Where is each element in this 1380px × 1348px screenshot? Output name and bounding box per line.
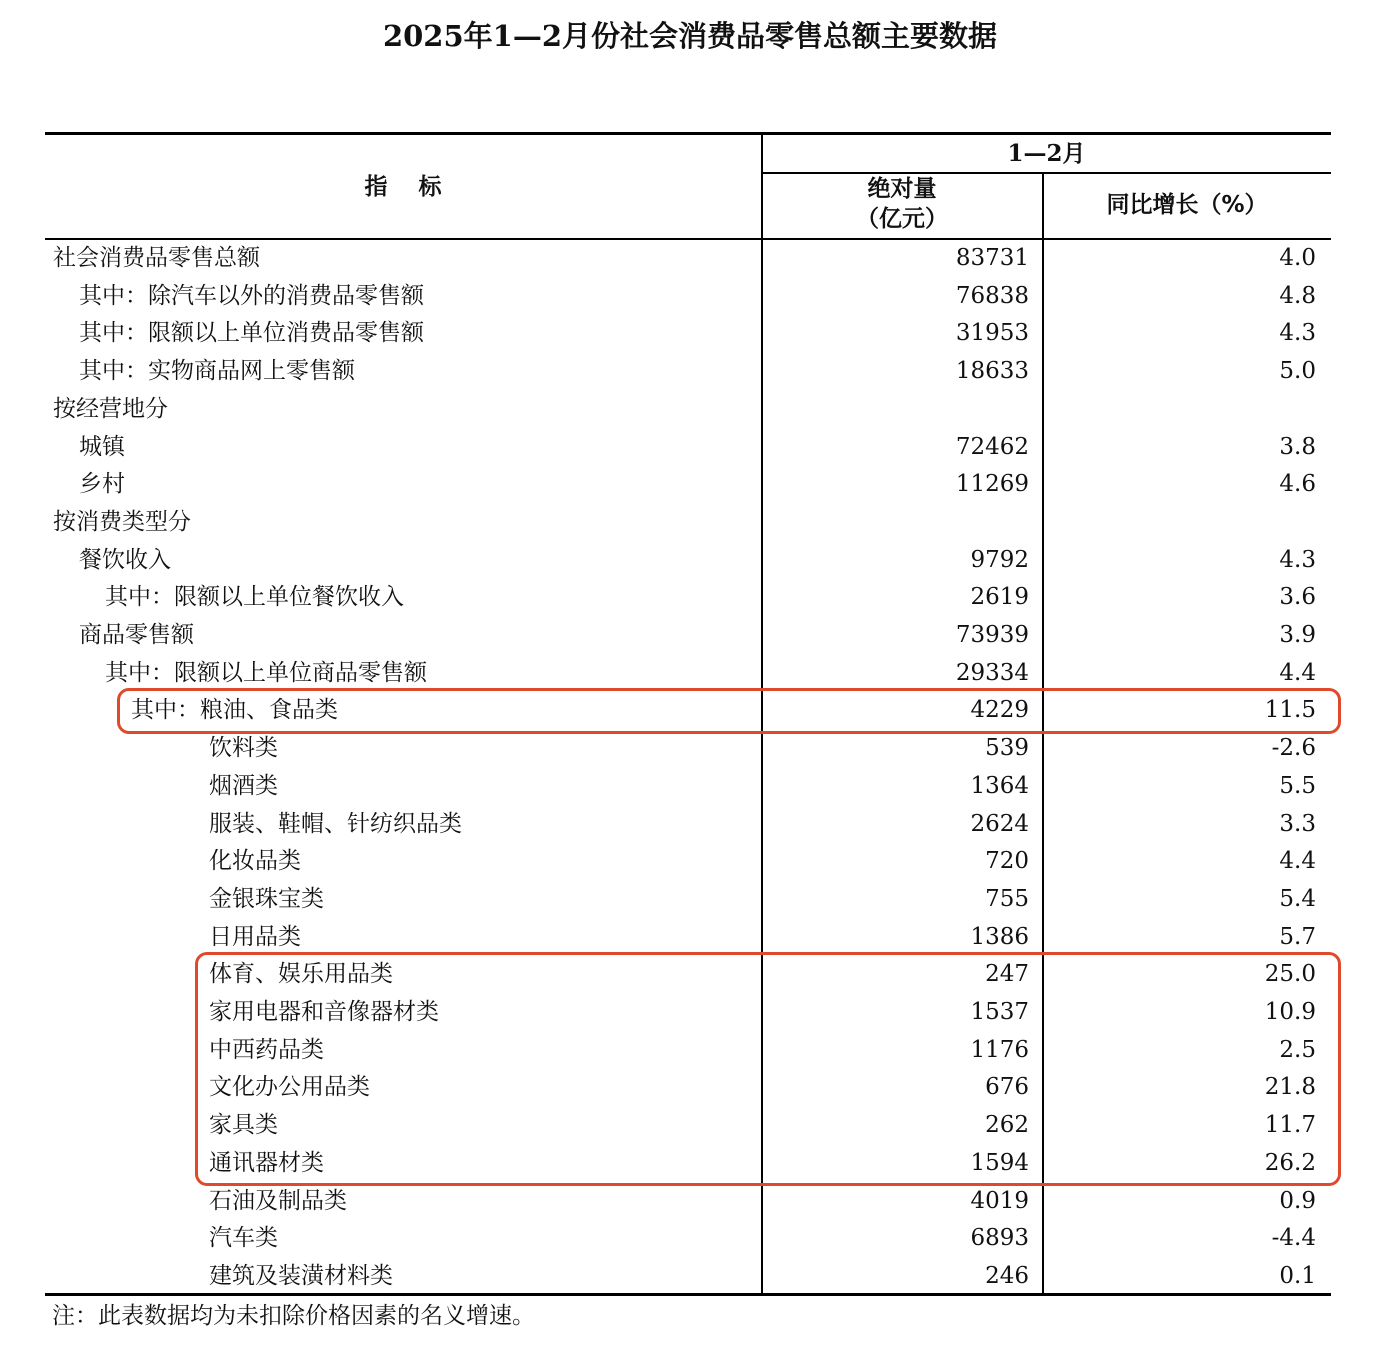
row-growth-value: 5.0 xyxy=(1279,358,1316,385)
row-label: 其中：除汽车以外的消费品零售额 xyxy=(79,282,424,309)
row-absolute-value: 76838 xyxy=(955,282,1029,309)
table-row xyxy=(45,466,1331,504)
row-growth-value: 11.5 xyxy=(1264,697,1316,724)
row-growth-value: 25.0 xyxy=(1264,961,1316,988)
table-row xyxy=(45,1107,1331,1145)
table-row xyxy=(45,1258,1331,1296)
row-growth-value: 5.7 xyxy=(1279,923,1316,950)
row-label: 其中：实物商品网上零售额 xyxy=(79,358,355,385)
row-absolute-value: 83731 xyxy=(955,245,1029,271)
table-row xyxy=(45,768,1331,806)
table-row xyxy=(45,617,1331,655)
row-absolute-value: 246 xyxy=(985,1262,1029,1289)
row-absolute-value: 1176 xyxy=(970,1036,1029,1063)
row-label: 中西药品类 xyxy=(209,1036,324,1063)
row-label: 石油及制品类 xyxy=(209,1187,347,1214)
table-row xyxy=(45,843,1331,881)
row-absolute-value: 755 xyxy=(985,885,1029,912)
row-absolute-value: 6893 xyxy=(970,1225,1029,1252)
row-growth-value: 5.4 xyxy=(1279,885,1316,912)
row-absolute-value: 2619 xyxy=(970,584,1029,611)
row-label: 商品零售额 xyxy=(79,622,194,648)
row-label: 家用电器和音像器材类 xyxy=(209,999,439,1025)
row-label: 家具类 xyxy=(209,1112,278,1139)
row-label: 通讯器材类 xyxy=(209,1149,324,1176)
period-header: 1—2月 xyxy=(1007,140,1086,167)
table-row xyxy=(45,429,1331,467)
table-row xyxy=(45,730,1331,768)
row-label: 饮料类 xyxy=(209,735,278,762)
table-row xyxy=(45,655,1331,693)
row-label: 餐饮收入 xyxy=(79,546,171,573)
row-absolute-value: 262 xyxy=(985,1112,1029,1139)
row-label: 烟酒类 xyxy=(209,772,278,799)
table-note: 注：此表数据均为未扣除价格因素的名义增速。 xyxy=(52,1303,535,1329)
table-row xyxy=(45,579,1331,617)
row-growth-value: 3.3 xyxy=(1279,810,1316,837)
row-absolute-value: 1594 xyxy=(970,1149,1029,1176)
row-growth-value: 3.8 xyxy=(1279,433,1316,460)
row-absolute-value: 1386 xyxy=(970,923,1029,950)
row-absolute-value: 9792 xyxy=(970,546,1029,573)
row-absolute-value: 676 xyxy=(985,1074,1029,1101)
table-row xyxy=(45,1220,1331,1258)
row-label: 城镇 xyxy=(79,433,125,460)
row-absolute-value: 18633 xyxy=(955,358,1029,385)
row-growth-value: -4.4 xyxy=(1271,1225,1316,1252)
row-absolute-value: 11269 xyxy=(955,471,1029,498)
row-label: 金银珠宝类 xyxy=(209,885,324,912)
row-label: 乡村 xyxy=(79,471,125,498)
absolute-header xyxy=(762,174,1042,234)
table-row xyxy=(45,692,1331,730)
row-growth-value: 5.5 xyxy=(1279,772,1316,799)
row-label: 其中：限额以上单位消费品零售额 xyxy=(79,320,424,347)
row-absolute-value: 247 xyxy=(985,961,1029,988)
growth-header: 同比增长（%） xyxy=(1106,192,1268,218)
absolute-header-line2: （亿元） xyxy=(856,206,948,232)
row-label: 汽车类 xyxy=(209,1225,278,1252)
row-absolute-value: 72462 xyxy=(955,433,1029,460)
row-growth-value: 11.7 xyxy=(1264,1112,1316,1139)
row-label: 建筑及装潢材料类 xyxy=(209,1262,393,1289)
row-absolute-value: 29334 xyxy=(955,659,1029,686)
row-absolute-value: 4229 xyxy=(970,697,1029,724)
row-growth-value: 0.9 xyxy=(1279,1187,1316,1214)
row-absolute-value: 73939 xyxy=(955,622,1029,648)
row-label: 文化办公用品类 xyxy=(209,1074,370,1101)
row-label: 其中：粮油、食品类 xyxy=(131,697,338,724)
row-growth-value: 10.9 xyxy=(1264,999,1316,1025)
indicator-header: 指 标 xyxy=(364,174,442,200)
row-growth-value: 4.4 xyxy=(1279,848,1316,875)
row-absolute-value: 31953 xyxy=(955,320,1029,347)
table-row xyxy=(45,1145,1331,1183)
page-title: 2025年1—2月份社会消费品零售总额主要数据 xyxy=(382,19,998,53)
table-row xyxy=(45,278,1331,316)
table-row xyxy=(45,391,1331,429)
table-top-rule xyxy=(45,132,1331,135)
table-row xyxy=(45,956,1331,994)
table-row xyxy=(45,1183,1331,1221)
row-growth-value: 4.4 xyxy=(1279,659,1316,686)
row-absolute-value: 1537 xyxy=(970,999,1029,1025)
row-growth-value: 4.0 xyxy=(1279,245,1316,271)
row-absolute-value: 2624 xyxy=(970,810,1029,837)
row-growth-value: 3.6 xyxy=(1279,584,1316,611)
row-absolute-value: 720 xyxy=(985,848,1029,875)
row-absolute-value: 4019 xyxy=(970,1187,1029,1214)
row-growth-value: -2.6 xyxy=(1271,735,1316,762)
table-row xyxy=(45,315,1331,353)
row-growth-value: 3.9 xyxy=(1279,622,1316,648)
table-row xyxy=(45,994,1331,1032)
table-row xyxy=(45,806,1331,844)
row-label: 其中：限额以上单位商品零售额 xyxy=(105,659,427,686)
table-row xyxy=(45,919,1331,957)
row-absolute-value: 1364 xyxy=(970,772,1029,799)
absolute-header-line1: 绝对量 xyxy=(867,176,937,202)
row-label: 化妆品类 xyxy=(209,848,301,875)
row-growth-value: 4.3 xyxy=(1279,546,1316,573)
row-label: 其中：限额以上单位餐饮收入 xyxy=(105,584,404,611)
table-row xyxy=(45,353,1331,391)
row-label: 体育、娱乐用品类 xyxy=(209,961,393,988)
row-growth-value: 2.5 xyxy=(1279,1036,1316,1063)
row-growth-value: 4.3 xyxy=(1279,320,1316,347)
row-label: 日用品类 xyxy=(209,923,301,950)
table-row xyxy=(45,1032,1331,1070)
row-growth-value: 0.1 xyxy=(1279,1262,1316,1289)
row-label: 按消费类型分 xyxy=(53,508,191,535)
table-row xyxy=(45,1069,1331,1107)
table-row xyxy=(45,542,1331,580)
table-row xyxy=(45,504,1331,542)
row-label: 社会消费品零售总额 xyxy=(53,245,260,271)
row-label: 按经营地分 xyxy=(53,395,168,422)
row-growth-value: 26.2 xyxy=(1264,1149,1316,1176)
row-growth-value: 4.8 xyxy=(1279,282,1316,309)
table-row xyxy=(45,881,1331,919)
row-label: 服装、鞋帽、针纺织品类 xyxy=(209,810,462,837)
table-row xyxy=(45,240,1331,278)
row-growth-value: 4.6 xyxy=(1279,471,1316,498)
row-growth-value: 21.8 xyxy=(1264,1074,1316,1101)
row-absolute-value: 539 xyxy=(985,735,1029,762)
